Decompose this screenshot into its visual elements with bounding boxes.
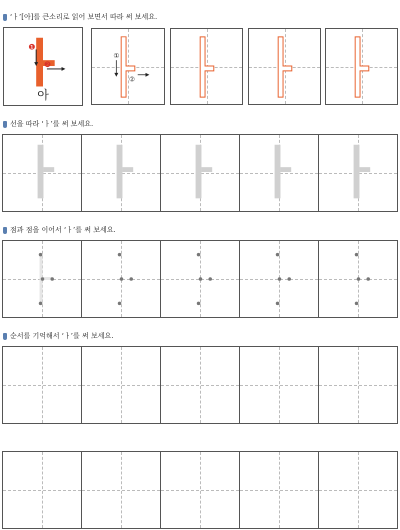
- outline-box-2: [170, 28, 243, 105]
- dot-row: [2, 240, 398, 318]
- order-number-1: ①: [113, 52, 120, 61]
- trace-cell[interactable]: [3, 135, 82, 211]
- bullet-icon: [3, 227, 7, 234]
- outline-box-1: [91, 28, 165, 105]
- dot-guide: [240, 241, 318, 317]
- dot-guide: [161, 241, 239, 317]
- guide-v: [200, 452, 201, 528]
- guide-v: [42, 452, 43, 528]
- trace-cell[interactable]: [240, 135, 319, 211]
- trace-letter: [3, 135, 81, 211]
- dot-guide: [319, 241, 397, 317]
- dot-cell[interactable]: [319, 241, 397, 317]
- trace-cell[interactable]: [161, 135, 240, 211]
- bullet-icon: [3, 121, 7, 128]
- instruction-step4: 순서를 기억해서 ‘ㅏ’를 써 보세요.: [3, 331, 113, 341]
- blank-cell[interactable]: [3, 452, 82, 528]
- guide-v: [121, 452, 122, 528]
- blank-cell[interactable]: [161, 452, 240, 528]
- outline-letter: [326, 29, 397, 104]
- guide-v: [121, 347, 122, 423]
- dot-cell[interactable]: [161, 241, 240, 317]
- outline-letter: [92, 29, 164, 104]
- guide-v: [200, 347, 201, 423]
- instruction-step1: ‘ㅏ’[아]를 큰소리로 읽어 보면서 따라 써 보세요.: [3, 12, 157, 22]
- outline-box-3: [248, 28, 321, 105]
- blank-cell[interactable]: [319, 452, 397, 528]
- order-arrow-down-head: [114, 73, 118, 77]
- trace-letter: [161, 135, 239, 211]
- trace-letter: [82, 135, 160, 211]
- guide-v: [279, 452, 280, 528]
- blank-cell[interactable]: [319, 347, 397, 423]
- blank-cell[interactable]: [82, 452, 161, 528]
- guide-v: [358, 347, 359, 423]
- order-arrow-right-head: [146, 73, 150, 77]
- instruction-step3: 점과 점을 이어서 ‘ㅏ’를 써 보세요.: [3, 225, 116, 235]
- sample-pronunciation: 아: [37, 88, 49, 102]
- dot-cell[interactable]: [82, 241, 161, 317]
- stroke-number-2: ❷: [43, 59, 51, 69]
- blank-cell[interactable]: [240, 347, 319, 423]
- trace-letter: [319, 135, 397, 211]
- guide-v: [358, 452, 359, 528]
- order-number-2: ②: [128, 75, 136, 84]
- sample-box: [3, 27, 83, 106]
- trace-letter: [240, 135, 318, 211]
- trace-cell[interactable]: [319, 135, 397, 211]
- bullet-icon: [3, 333, 7, 340]
- dot-guide: [82, 241, 160, 317]
- outline-letter: [171, 29, 242, 104]
- sample-arrow-right-head: [62, 67, 66, 71]
- instruction-step2: 선을 따라 ‘ㅏ’를 써 보세요.: [3, 119, 93, 129]
- blank-cell[interactable]: [82, 347, 161, 423]
- stroke-number-1: ❶: [28, 42, 36, 52]
- blank-cell[interactable]: [3, 347, 82, 423]
- guide-v: [279, 347, 280, 423]
- dot-cell[interactable]: [240, 241, 319, 317]
- trace-cell[interactable]: [82, 135, 161, 211]
- blank-row-2: [2, 451, 398, 529]
- outline-letter: [249, 29, 320, 104]
- blank-cell[interactable]: [240, 452, 319, 528]
- outline-box-4: [325, 28, 398, 105]
- dot-cell[interactable]: [3, 241, 82, 317]
- trace-row: [2, 134, 398, 212]
- bullet-icon: [3, 14, 7, 21]
- blank-row-1: [2, 346, 398, 424]
- guide-v: [42, 347, 43, 423]
- blank-cell[interactable]: [161, 347, 240, 423]
- dot-guide: [3, 241, 81, 317]
